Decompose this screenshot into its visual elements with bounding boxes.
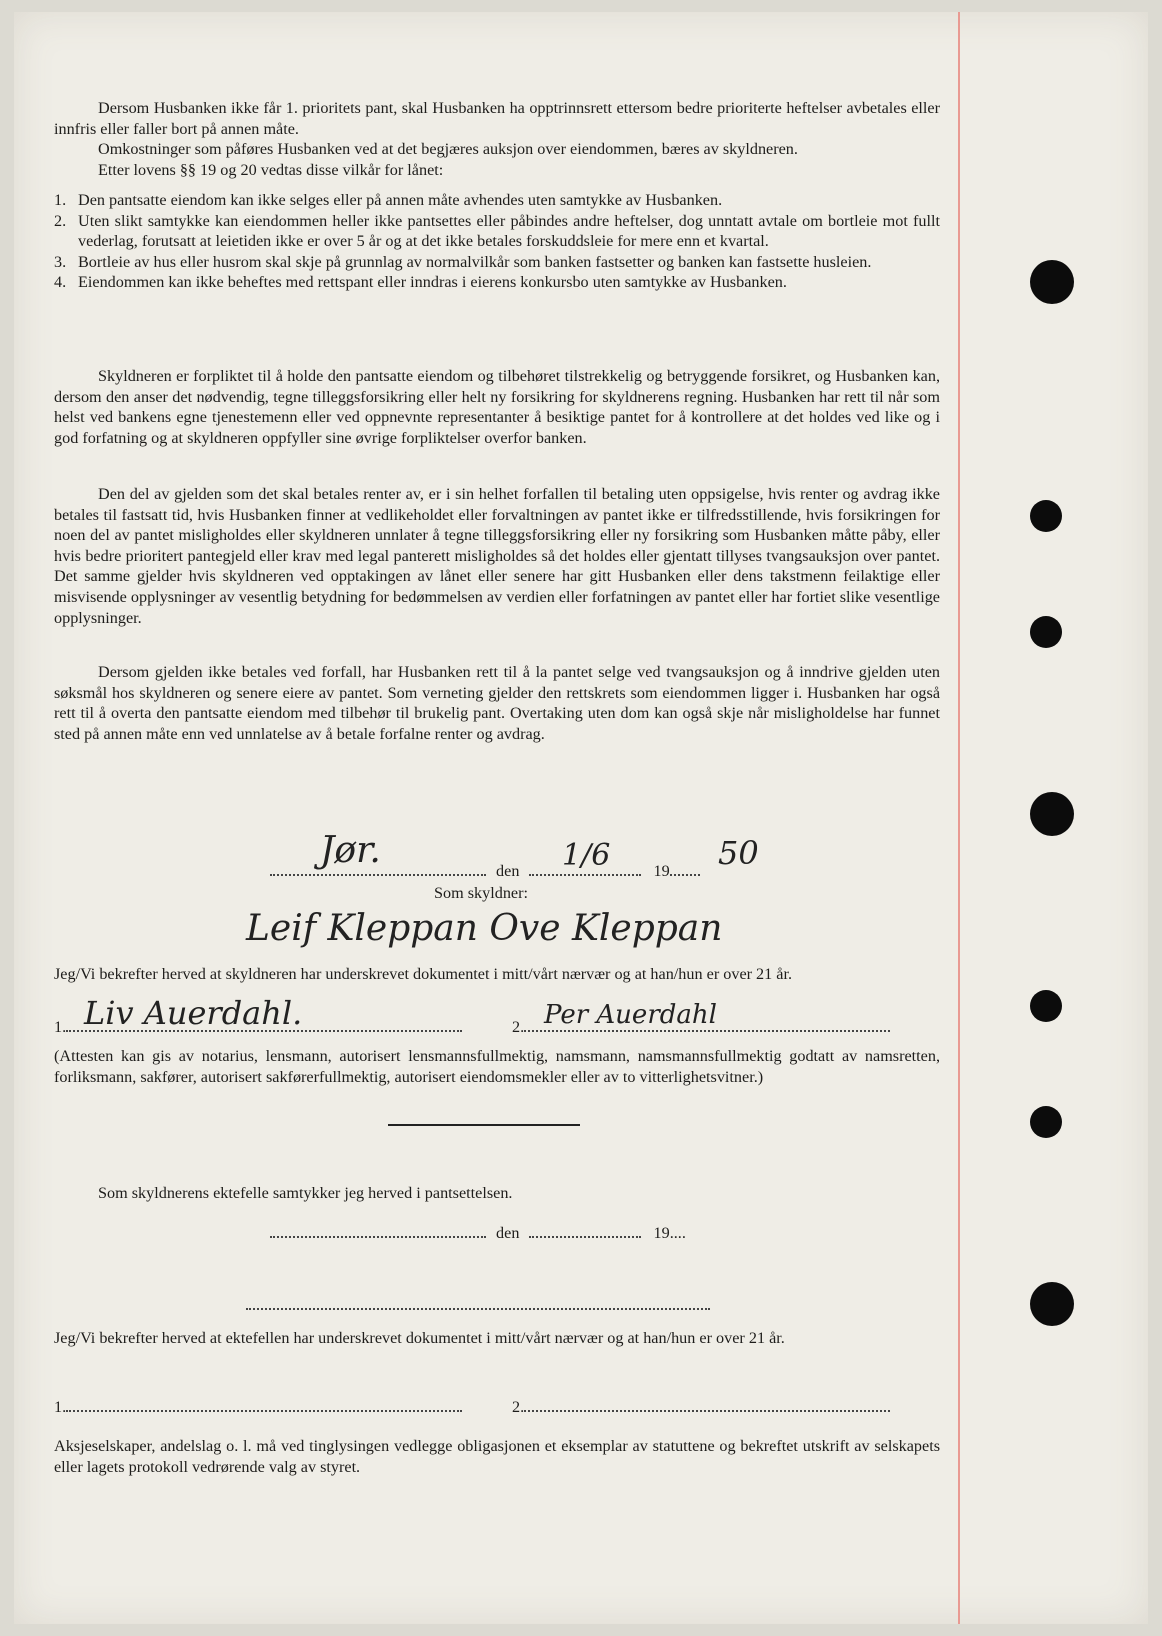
intro-paragraph-costs: Omkostninger som påføres Husbanken ved at det begjæres auksjon over eiendommen, bæres av skyldneren. [98, 140, 798, 159]
binder-hole [1030, 1106, 1062, 1138]
date-handwritten: 1/6 [562, 838, 611, 873]
condition-item: 3. Bortleie av hus eller husrom skal skje på grunnlag av normalvilkår som banken fastsetter og banken kan fastsette husleien. [54, 252, 872, 271]
as-debtor-label: Som skyldner: [434, 884, 528, 902]
margin-rule [958, 12, 960, 1624]
witness2-signature: Per Auerdahl [544, 1000, 717, 1030]
place-handwritten: Jør. [320, 830, 381, 871]
year-handwritten: 50 [718, 834, 759, 872]
spouse-consent-text: Som skyldnerens ektefelle samtykker jeg herved i pantsettelsen. [98, 1184, 513, 1202]
document-page [14, 12, 1148, 1624]
spouse-confirm-text: Jeg/Vi bekrefter herved at ektefellen har underskrevet dokumentet i mitt/vårt nærvær og at han/hun er over 21 år. [54, 1329, 785, 1347]
condition-item: 2. Uten slikt samtykke kan eiendommen heller ikke pantsettes eller påbindes andre heftelser, dog unntatt avtale om bortleie mot fullt vederlag, forutsatt at leietiden ikke er over 5 år og at det ikke betales forskuddsleie for mere enn et kvartal. [54, 211, 940, 251]
footer-note: Aksjeselskaper, andelslag o. l. må ved tinglysingen vedlegge obligasjonen et eksemplar av statuttene og bekreftet utskrift av selskapets eller lagets protokoll vedrørende valg av styret. [54, 1437, 940, 1476]
witness-line-2: 2. [512, 1016, 890, 1037]
binder-hole [1030, 260, 1074, 304]
witness-line-1: 1. [54, 1016, 462, 1037]
binder-hole [1030, 792, 1074, 836]
condition-item: 4. Eiendommen kan ikke beheftes med rettspant eller inndras i eierens konkursbo uten samtykke av Husbanken. [54, 273, 787, 292]
condition-item: 1. Den pantsatte eiendom kan ikke selges eller på annen måte avhendes uten samtykke av Husbanken. [54, 191, 723, 209]
intro-section [54, 98, 940, 180]
year-field [670, 860, 700, 876]
intro-paragraph-conditions-lead: Etter lovens §§ 19 og 20 vedtas disse vilkår for lånet: [98, 160, 444, 179]
intro-paragraph-priority: Dersom Husbanken ikke får 1. prioritets pant, skal Husbanken ha opptrinnsrett ettersom bedre prioriterte heftelser avbetales eller innfris eller faller bort på annen måte. [54, 99, 940, 138]
year-label: 19 [653, 862, 670, 880]
forced-sale-paragraph: Dersom gjelden ikke betales ved forfall, har Husbanken rett til å la pantet selge ved tvangsauksjon og å inndrive gjelden uten søksmål hos skyldneren og senere eiere av pantet. Som verneting gjelder den rettskrets som eiendommen ligger i. Husbanken har også rett til å overta den pantsatte eiendom med tilbehør til brukelig pant. Overtaking uten dom kan også skje når misligholdelse har funnet sted på annen måte enn ved unnlatelse av å betale forfalne renter og avdrag. [54, 663, 940, 743]
spouse-witness-line-1: 1. [54, 1396, 462, 1417]
spouse-witness-line-2: 2. [512, 1396, 890, 1417]
debtor-signatures: Leif Kleppan Ove Kleppan [246, 908, 723, 949]
binder-hole [1030, 1282, 1074, 1326]
section-divider [388, 1124, 580, 1126]
binder-hole [1030, 990, 1062, 1022]
witness1-signature: Liv Auerdahl. [84, 994, 303, 1032]
binder-hole [1030, 500, 1062, 532]
spouse-date-line: den 19.... [270, 1222, 686, 1243]
default-paragraph: Den del av gjelden som det skal betales renter av, er i sin helhet forfallen til betaling uten oppsigelse, hvis renter og avdrag ikke betales til fastsatt tid, hvis Husbanken finner at vedlikeholdet eller forvaltningen av pantet ikke er tilfredsstillende, hvis forsikringen for noen del av pantet misligholdes eller skyldneren unnlater å tegne tilleggsforsikring eller ny forsikring som Husbanken måtte påby, eller hvis bedre prioritert pantegjeld eller krav med legal panterett misligholdes så det holdes eller gjentatt tillyses tvangsauksjon over pantet. Det samme gjelder hvis skyldneren ved opptakingen av lånet eller senere har gitt Husbanken eller dens takstmenn feilaktige eller misvisende opplysninger av vesentlig betydning for bedømmelsen av verdien eller forfatningen av pantet eller har fortiet slike vesentlige opplysninger. [54, 485, 940, 627]
conditions-list [54, 190, 940, 293]
binder-hole [1030, 616, 1062, 648]
insurance-paragraph: Skyldneren er forpliktet til å holde den pantsatte eiendom og tilbehøret tilstrekkelig og betryggende forsikret, og Husbanken kan, dersom den anser det nødvendig, tegne tilleggsforsikring eller helt ny forsikring for skyldnerens regning. Husbanken har rett til når som helst ved bankens egne tjenestemenn eller ved oppnevnte representanter å besiktige pantet for å kontrollere at det holdes ved like og i god forfatning og at skyldneren oppfyller sine øvrige forpliktelser overfor banken. [54, 367, 940, 447]
spouse-signature-line [246, 1294, 710, 1315]
witness-confirm-text: Jeg/Vi bekrefter herved at skyldneren har underskrevet dokumentet i mitt/vårt nærvær og at han/hun er over 21 år. [54, 965, 793, 983]
attest-note: (Attesten kan gis av notarius, lensmann, autorisert lensmannsfullmektig, namsmann, namsmannsfullmektig godtatt av namsretten, forliksmann, sakfører, autorisert sakførerfullmektig, autorisert eiendomsmekler eller av to vitterlighetsvitner.) [54, 1047, 940, 1086]
den-label: den [496, 862, 520, 880]
